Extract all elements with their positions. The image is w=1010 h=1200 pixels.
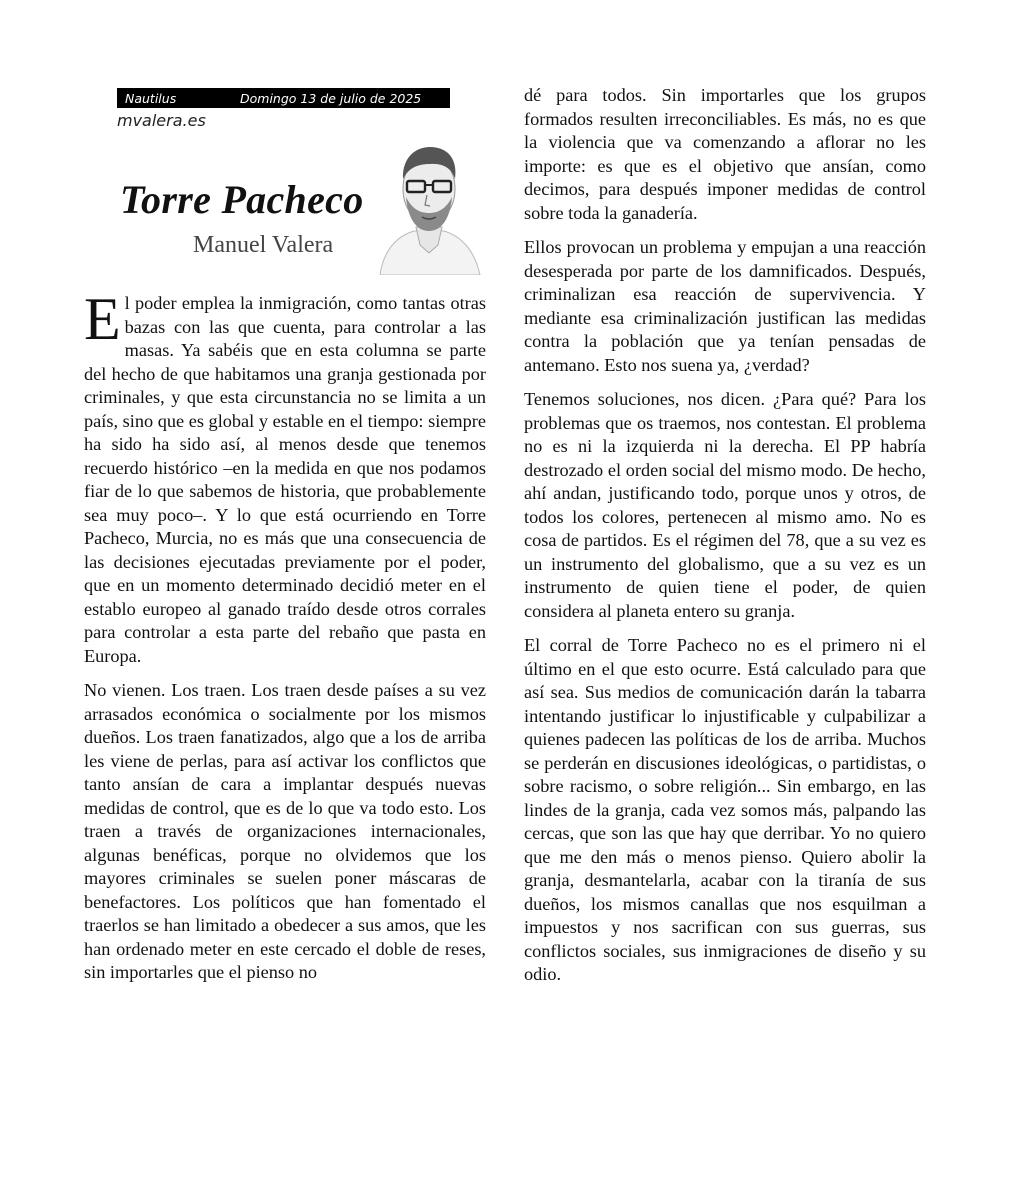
section-name: Nautilus [125,90,177,106]
article-paragraph: Tenemos soluciones, nos dicen. ¿Para qué? Para los problemas que os traemos, nos contestan. El problema no es ni la izquierda ni la derecha. El PP habría destrozado el orden social del mismo modo. De hecho, ahí andan, justificando todo, porque unos y otros, de todos los colores, pertenecen al mismo amo. No es cosa de partidos. Es el régimen del 78, que a su vez es un instrumento del globalismo, que a su vez es un instrumento de quien tiene el poder, de quien considera al planeta entero su granja. [524,389,926,621]
drop-cap: E [84,286,121,352]
article-paragraph: Ellos provocan un problema y empujan a una reacción desesperada por parte de los damnificados. Después, criminalizan esa reacción de supervivencia. Y mediante esa criminalización justifican las medidas contra la población que ya tenían pensadas de antemano. Esto nos suena ya, ¿verdad? [524,237,926,375]
article-paragraph [84,286,486,668]
masthead-bar [117,88,450,108]
article-title: Torre Pacheco [120,177,364,222]
paragraph-text: l poder emplea la inmigración, como tantas otras bazas con las que cuenta, para controlar a las masas. Ya sabéis que en esta columna se parte del hecho de que habitamos una granja gestionada por criminales, y que esta circunstancia no se limita a un país, sino que es global y estable en el tiempo: siempre ha sido ha sido así, al menos desde que tenemos recuerdo histórico –en la medida en que nos podamos fiar de lo que sabemos de historia, que probablemente sea muy poco–. Y lo que está ocurriendo en Torre Pacheco, Murcia, no es más que una consecuencia de las decisiones ejecutadas previamente por el poder, que en un momento determinado decidió meter en el establo europeo al ganado traído desde otros corrales para controlar a esta parte del rebaño que pasta en Europa. [84,293,486,666]
article-column-right [524,84,926,998]
article-paragraph: El corral de Torre Pacheco no es el primero ni el último en el que esto ocurre. Está calculado para que así sea. Sus medios de comunicación darán la tabarra intentando justificar lo injustificable y culpabilizar a quienes padecen las políticas de los de arriba. Muchos se perderán en discusiones ideológicas, o partidistas, o sobre racismo, o sobre religión... Sin embargo, en las lindes de la granja, cada vez somos más, palpando las cercas, que son las que hay que derribar. Yo no quiero que me den más o menos pienso. Quiero abolir la granja, desmantelarla, acabar con la tiranía de sus dueños, los mismos canallas que nos esquilman a impuestos y nos sacrifican con sus guerras, sus conflictos sociales, sus inmigraciones de diseño y su odio. [524,635,926,984]
site-name: mvalera.es [117,111,206,130]
publication-date: Domingo 13 de julio de 2025 [240,90,422,106]
article-paragraph: No vienen. Los traen. Los traen desde países a su vez arrasados económica o socialmente por los mismos dueños. Los traen fanatizados, algo que a los de arriba les viene de perlas, para así activar los conflictos que tanto ansían de cara a implantar después nuevas medidas de control, que es de lo que va todo esto. Los traen a través de organizaciones internacionales, algunas benéficas, porque no olvidemos que los mayores criminales se suelen poner máscaras de benefactores. Los políticos que han fomentado el traerlos se han limitado a obedecer a sus amos, que les han ordenado meter en este cercado el doble de reses, sin importarles que el pienso no [84,680,486,982]
article-column-left [84,286,486,996]
author-portrait [370,135,488,275]
author-name: Manuel Valera [193,232,334,258]
article-paragraph: dé para todos. Sin importarles que los grupos formados resulten irreconciliables. Es más, no es que la violencia que va comenzando a aflorar no les importe: es que es el objetivo que ansían, como decimos, para después imponer medidas de control sobre toda la ganadería. [524,85,926,223]
